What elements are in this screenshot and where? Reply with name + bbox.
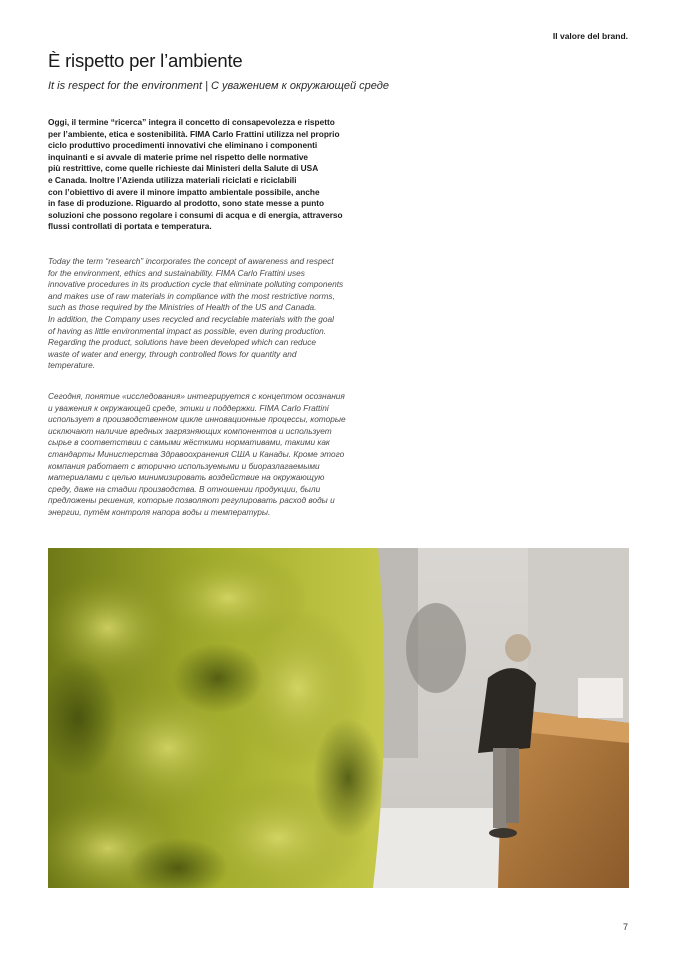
section-label: Il valore del brand.	[552, 31, 628, 41]
paragraph-line: inquinanti e si avvale di materie prime nel rispetto delle normative	[48, 151, 309, 162]
paragraph-line: In addition, the Company uses recycled and recyclable materials with the goal	[48, 313, 334, 324]
page-title: È rispetto per l’ambiente	[48, 50, 243, 71]
paragraph-line: più restrittive, come quelle richieste dai Ministeri della Salute di USA	[48, 163, 319, 174]
paragraph-line: сырье в соответствии с самыми жёсткими нормативами, такими как	[48, 437, 330, 448]
paragraph-line: innovative procedures in its production cycle that eliminate polluting components	[48, 279, 344, 290]
paragraph-line: per l’ambiente, etica e sostenibilità. FIMA Carlo Frattini utilizza nel proprio	[48, 128, 340, 139]
moss-wall-photo	[48, 548, 629, 888]
paragraph-line: in fase di produzione. Riguardo al prodotto, sono state messe a punto	[48, 198, 325, 209]
paragraph-line: среду, даже на стадии производства. В отношении продукции, были	[48, 483, 321, 494]
paragraph-line: and makes use of raw materials in compliance with the most restrictive norms,	[48, 290, 335, 301]
paragraph-line: waste of water and energy, through controlled flows for quantity and	[48, 348, 297, 359]
paragraph-english	[48, 256, 378, 372]
paragraph-italian	[48, 117, 378, 233]
paragraph-line: компания работает с вторично используемыми и биоразлагаемыми	[48, 460, 320, 471]
paragraph-line: Regarding the product, solutions have been developed which can reduce	[48, 337, 316, 348]
paragraph-line: soluzioni che possono regolare i consumi di acqua e di energia, attraverso	[48, 209, 343, 220]
paragraph-russian	[48, 391, 378, 519]
paragraph-line: энергии, путём контроля напора воды и температуры.	[48, 506, 271, 517]
page-subtitle: It is respect for the environment | С уважением к окружающей среде	[48, 80, 389, 92]
paragraph-line: исключают наличие вредных загрязняющих компонентов и использует	[48, 425, 332, 436]
paragraph-line: such as those required by the Ministries of Health of the US and Canada.	[48, 302, 317, 313]
paragraph-line: материалами с целью минимизировать воздействие на окружающую	[48, 472, 325, 483]
paragraph-line: стандарты Министерства Здравоохранения США и Канады. Кроме этого	[48, 448, 345, 459]
paragraph-line: ciclo produttivo procedimenti innovativi che eliminano i componenti	[48, 140, 318, 151]
paragraph-line: of having as little environmental impact as possible, even during production.	[48, 325, 327, 336]
paragraph-line: for the environment, ethics and sustainability. FIMA Carlo Frattini uses	[48, 267, 305, 278]
paragraph-line: и уважения к окружающей среде, этики и поддержки. FIMA Carlo Frattini	[48, 402, 329, 413]
paragraph-line: temperature.	[48, 360, 96, 371]
page-number: 7	[622, 922, 628, 932]
paragraph-line: con l’obiettivo di avere il minore impatto ambientale possibile, anche	[48, 186, 320, 197]
paragraph-line: Oggi, il termine “ricerca” integra il concetto di consapevolezza e rispetto	[48, 117, 335, 127]
paragraph-line: использует в производственном цикле инновационные процессы, которые	[48, 414, 346, 425]
paragraph-line: предложены решения, которые позволяют регулировать расход воды и	[48, 495, 335, 506]
paragraph-line: e Canada. Inoltre l’Azienda utilizza materiali riciclati e riciclabili	[48, 174, 297, 185]
paragraph-line: Сегодня, понятие «исследования» интегрируется с концептом осознания	[48, 391, 345, 401]
paragraph-line: Today the term “research” incorporates the concept of awareness and respect	[48, 256, 334, 266]
paragraph-line: flussi controllati di portata e temperatura.	[48, 221, 212, 232]
